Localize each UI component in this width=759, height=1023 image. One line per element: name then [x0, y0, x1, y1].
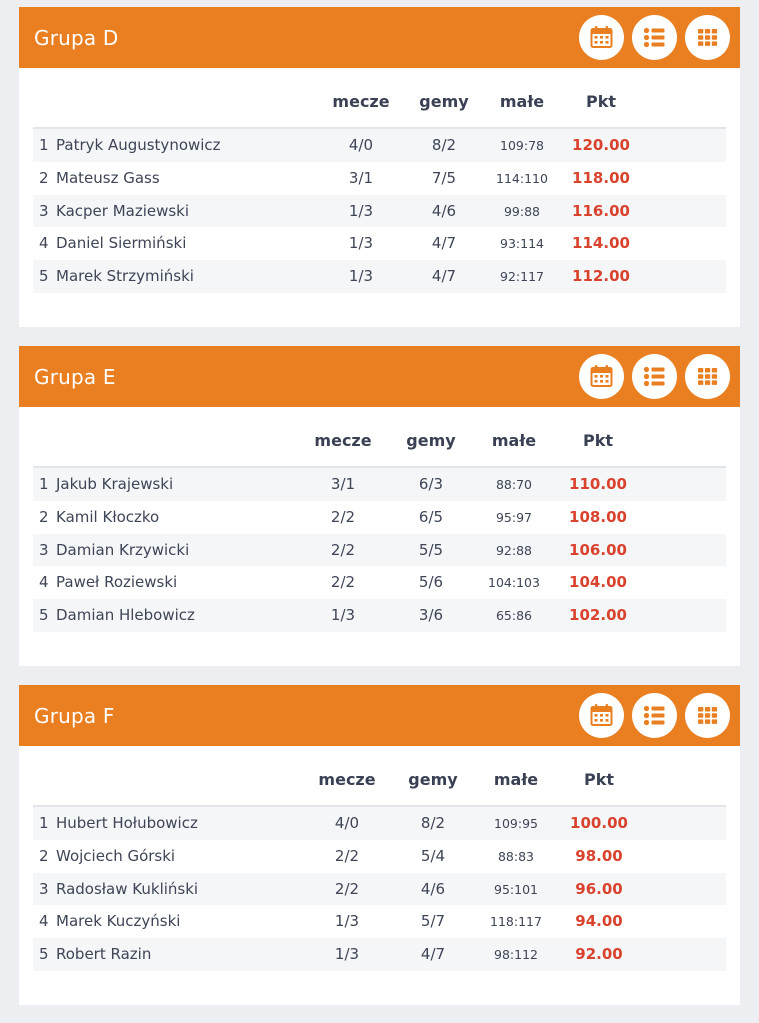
points-cell: 94.00 [575, 912, 623, 931]
points-cell: 120.00 [572, 136, 630, 154]
small-points-cell: 92:117 [500, 269, 544, 285]
position-cell: 1 [39, 814, 49, 832]
player-name: Kacper Maziewski [56, 201, 190, 220]
games-cell: 6/3 [418, 475, 444, 493]
matches-cell: 1/3 [348, 234, 374, 253]
games-cell: 4/7 [431, 234, 457, 253]
group-card [19, 685, 740, 1005]
position-cell: 5 [39, 945, 49, 964]
position-cell: 3 [39, 540, 49, 559]
matches-cell: 2/2 [330, 573, 356, 592]
player-name: Robert Razin [56, 945, 152, 964]
calendar-icon [579, 15, 624, 60]
table-row[interactable] [33, 534, 726, 567]
games-cell: 6/5 [418, 507, 444, 526]
matches-cell: 2/2 [334, 846, 360, 865]
small-points-cell: 99:88 [503, 203, 541, 219]
table-row[interactable] [33, 599, 726, 632]
calendar-icon [579, 354, 624, 399]
small-points-cell: 65:86 [495, 608, 533, 624]
player-name: Paweł Roziewski [56, 573, 178, 592]
player-name: Jakub Krajewski [56, 475, 174, 493]
games-cell: 5/6 [418, 573, 444, 592]
position-cell: 3 [39, 201, 49, 220]
player-name: Damian Hlebowicz [56, 606, 195, 625]
column-header-games: gemy [406, 431, 456, 450]
column-header-points: Pkt [582, 431, 614, 450]
grid-icon [685, 354, 730, 399]
table-row[interactable] [33, 938, 726, 971]
table-row[interactable] [33, 260, 726, 293]
position-cell: 5 [39, 606, 49, 625]
position-cell: 4 [39, 234, 49, 253]
column-header-small: małe [491, 431, 537, 450]
small-points-cell: 109:95 [494, 816, 538, 831]
column-header-matches: mecze [318, 770, 376, 789]
matches-cell: 3/1 [348, 168, 374, 187]
column-header-games: gemy [419, 92, 469, 111]
table-row[interactable] [33, 807, 726, 840]
points-cell: 102.00 [569, 606, 627, 625]
small-points-cell: 88:70 [495, 477, 533, 492]
points-cell: 96.00 [575, 879, 623, 898]
points-cell: 104.00 [569, 573, 627, 592]
column-header-small: małe [493, 770, 539, 789]
matches-cell: 3/1 [330, 475, 356, 493]
matches-cell: 1/3 [330, 606, 356, 625]
points-cell: 106.00 [569, 540, 627, 559]
standings-table [33, 805, 726, 971]
matches-cell: 2/2 [330, 540, 356, 559]
small-points-cell: 114:110 [496, 170, 548, 186]
table-header [19, 68, 740, 128]
position-cell: 2 [39, 846, 49, 865]
standings-table [33, 127, 726, 293]
table-row[interactable] [33, 468, 726, 501]
matches-cell: 4/0 [334, 814, 360, 832]
player-name: Marek Strzymiński [56, 267, 194, 286]
games-cell: 4/7 [420, 945, 446, 964]
points-cell: 114.00 [572, 234, 630, 253]
small-points-cell: 88:83 [497, 848, 535, 864]
position-cell: 1 [39, 136, 49, 154]
group-title: Grupa E [34, 365, 116, 389]
games-cell: 5/7 [420, 912, 446, 931]
player-name: Radosław Kukliński [56, 879, 199, 898]
small-points-cell: 118:117 [490, 914, 542, 930]
group-title: Grupa F [34, 704, 115, 728]
player-name: Hubert Hołubowicz [56, 814, 198, 832]
grid-icon [685, 15, 730, 60]
standings-table [33, 466, 726, 632]
games-cell: 8/2 [420, 814, 446, 832]
points-cell: 110.00 [569, 475, 627, 493]
calendar-button[interactable] [579, 15, 624, 60]
points-cell: 116.00 [572, 201, 630, 220]
column-header-points: Pkt [585, 92, 617, 111]
position-cell: 4 [39, 912, 49, 931]
group-card [19, 346, 740, 666]
grid-icon [685, 693, 730, 738]
calendar-button[interactable] [579, 693, 624, 738]
table-row[interactable] [33, 162, 726, 195]
list-button[interactable] [632, 693, 677, 738]
points-cell: 118.00 [572, 168, 630, 187]
column-header-points: Pkt [583, 770, 615, 789]
grid-button[interactable] [685, 354, 730, 399]
points-cell: 112.00 [572, 267, 630, 286]
grid-button[interactable] [685, 693, 730, 738]
column-header-small: małe [499, 92, 545, 111]
small-points-cell: 98:112 [494, 947, 538, 963]
matches-cell: 1/3 [348, 267, 374, 286]
group-card [19, 7, 740, 327]
table-header [19, 407, 740, 467]
table-row[interactable] [33, 905, 726, 938]
list-button[interactable] [632, 15, 677, 60]
position-cell: 5 [39, 267, 49, 286]
points-cell: 98.00 [575, 846, 623, 865]
table-row[interactable] [33, 566, 726, 599]
calendar-button[interactable] [579, 354, 624, 399]
matches-cell: 2/2 [330, 507, 356, 526]
group-header [19, 685, 740, 746]
player-name: Marek Kuczyński [56, 912, 181, 931]
position-cell: 2 [39, 168, 49, 187]
position-cell: 3 [39, 879, 49, 898]
games-cell: 7/5 [431, 168, 457, 187]
points-cell: 92.00 [575, 945, 623, 964]
games-cell: 5/4 [420, 846, 446, 865]
games-cell: 4/6 [431, 201, 457, 220]
small-points-cell: 104:103 [488, 575, 540, 591]
table-header [19, 746, 740, 806]
player-name: Kamil Kłoczko [56, 507, 160, 526]
group-header [19, 346, 740, 407]
group-title: Grupa D [34, 26, 119, 50]
games-cell: 4/7 [431, 267, 457, 286]
table-row[interactable] [33, 873, 726, 906]
table-row[interactable] [33, 195, 726, 228]
player-name: Damian Krzywicki [56, 540, 190, 559]
games-cell: 3/6 [418, 606, 444, 625]
matches-cell: 1/3 [334, 912, 360, 931]
column-header-matches: mecze [332, 92, 390, 111]
column-header-matches: mecze [314, 431, 372, 450]
list-icon [632, 693, 677, 738]
list-icon [632, 354, 677, 399]
list-icon [632, 15, 677, 60]
position-cell: 2 [39, 507, 49, 526]
small-points-cell: 95:101 [494, 881, 538, 897]
grid-button[interactable] [685, 15, 730, 60]
table-row[interactable] [33, 840, 726, 873]
small-points-cell: 95:97 [495, 509, 533, 525]
points-cell: 108.00 [569, 507, 627, 526]
group-header [19, 7, 740, 68]
player-name: Wojciech Górski [56, 846, 176, 865]
position-cell: 4 [39, 573, 49, 592]
table-row[interactable] [33, 129, 726, 162]
position-cell: 1 [39, 475, 49, 493]
games-cell: 8/2 [431, 136, 457, 154]
player-name: Patryk Augustynowicz [56, 136, 221, 154]
calendar-icon [579, 693, 624, 738]
matches-cell: 2/2 [334, 879, 360, 898]
small-points-cell: 93:114 [500, 236, 544, 252]
table-row[interactable] [33, 227, 726, 260]
list-button[interactable] [632, 354, 677, 399]
column-header-games: gemy [408, 770, 458, 789]
small-points-cell: 109:78 [500, 138, 544, 153]
games-cell: 5/5 [418, 540, 444, 559]
points-cell: 100.00 [570, 814, 628, 832]
player-name: Daniel Siermiński [56, 234, 187, 253]
matches-cell: 1/3 [348, 201, 374, 220]
matches-cell: 1/3 [334, 945, 360, 964]
matches-cell: 4/0 [348, 136, 374, 154]
table-row[interactable] [33, 501, 726, 534]
player-name: Mateusz Gass [56, 168, 160, 187]
games-cell: 4/6 [420, 879, 446, 898]
small-points-cell: 92:88 [495, 542, 533, 558]
